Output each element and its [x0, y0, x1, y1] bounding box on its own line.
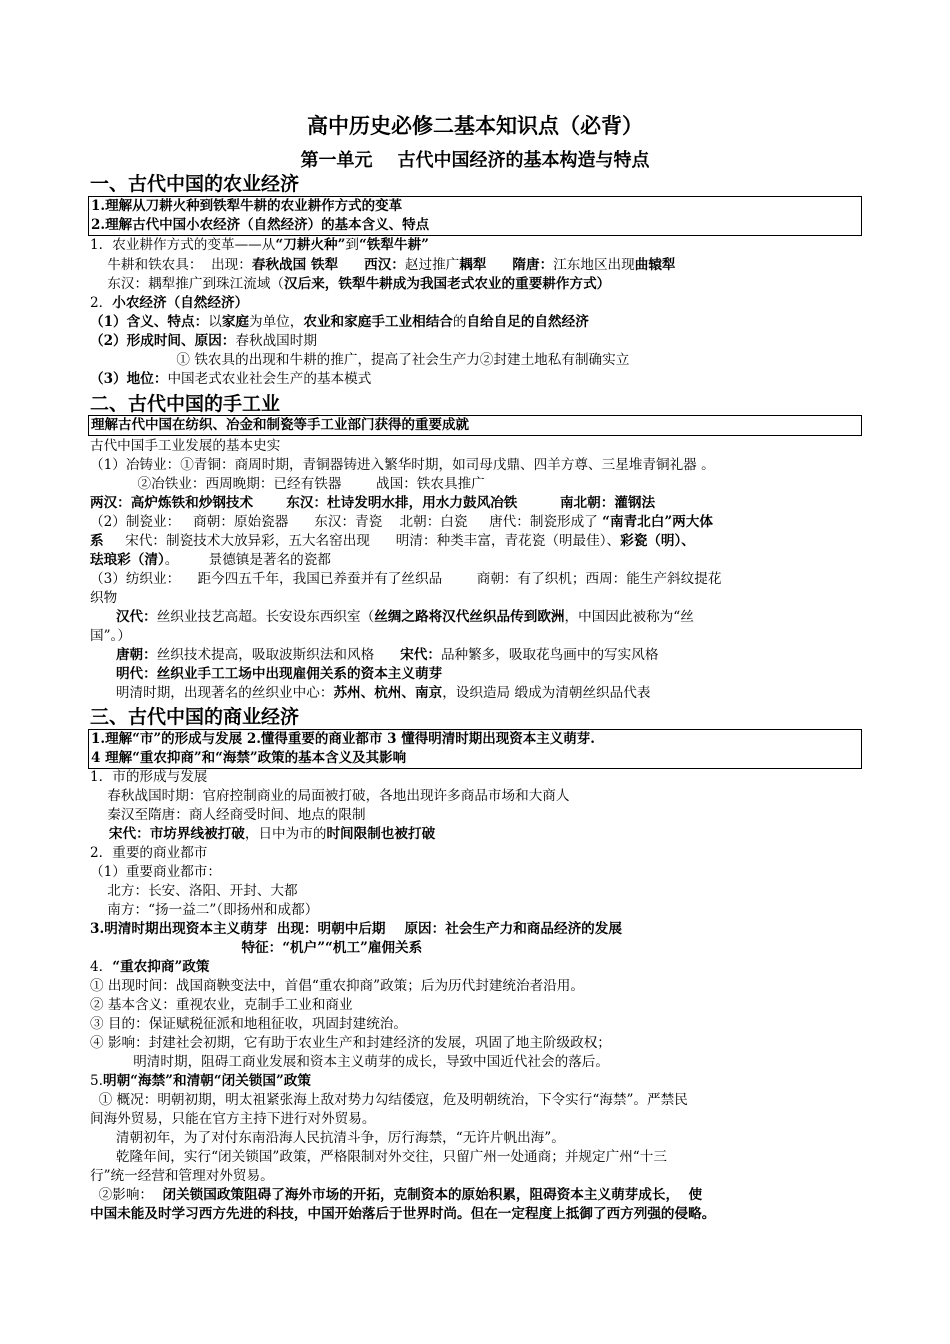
- text-line: [90, 1129, 565, 1148]
- text-line: [90, 806, 366, 825]
- text-run: ②影响：: [90, 1187, 154, 1203]
- text-run: [90, 666, 116, 682]
- text-run: 市坊界线被打破: [149, 826, 245, 842]
- text-run: 耦犁: [459, 257, 487, 273]
- text-run: 织物: [90, 590, 118, 606]
- text-run: 时间限制也被打破: [326, 826, 436, 842]
- text-line: [90, 437, 280, 456]
- text-run: 珐琅彩（清）: [90, 552, 165, 568]
- text-run: 。 景德镇是著名的瓷都: [164, 552, 331, 568]
- text-run: [486, 257, 512, 273]
- section-heading-agriculture: 一、古代中国的农业经济: [90, 173, 300, 195]
- text-run: （2）形成时间、原因：: [90, 333, 236, 349]
- text-line: [90, 256, 676, 275]
- text-run: ④ 影响：封建社会初期，它有助于农业生产和封建经济的发展，巩固了地主阶级政权；: [90, 1035, 611, 1051]
- text-run: 苏州、杭州、南京: [333, 685, 443, 701]
- text-run: 江东地区出现: [553, 257, 635, 273]
- text-run: 乾隆年间，实行“闭关锁国”政策，严格限制对外交往，只留广州一处通商；并规定广州“十三: [90, 1149, 667, 1165]
- text-line: [90, 920, 622, 939]
- text-run: 3.明清时期出现资本主义萌芽 出现：明朝中后期 原因：社会生产力和商品经济的发展: [90, 921, 622, 937]
- objective-item: 1.理解从刀耕火种到铁犁牛耕的农业耕作方式的变革: [91, 198, 403, 214]
- text-line: [90, 1015, 407, 1034]
- text-line: [90, 627, 131, 646]
- text-run: [338, 257, 364, 273]
- text-run: “铁犁牛耕”: [358, 237, 429, 253]
- text-line: [90, 332, 317, 351]
- text-run: ，日中为市的: [244, 826, 327, 842]
- text-line: [90, 456, 715, 475]
- text-run: 清朝初年，为了对付东南沿海人民抗清斗争，厉行海禁，“无许片帆出海”。: [90, 1130, 565, 1146]
- text-run: 闭关锁国政策阻碍了海外市场的开拓，克制资本的原始积累，阻碍资本主义萌芽成长， 使: [153, 1187, 703, 1203]
- text-run: 宋代：制瓷技术大放异彩，五大名窑出现 明清：种类丰富，青花瓷（明最佳）、: [103, 533, 621, 549]
- text-run: [90, 647, 116, 663]
- text-run: 以: [208, 314, 222, 330]
- text-line: [90, 1148, 667, 1167]
- text-run: 明代：丝织业手工工场中出现雇佣关系的资本主义萌芽: [115, 666, 443, 682]
- text-run: ③ 目的：保证赋税征派和地租征收，巩固封建统治。: [90, 1016, 407, 1032]
- text-run: 明清时期，阻碍工商业发展和资本主义萌芽的成长，导致中国近代社会的落后。: [90, 1054, 609, 1070]
- text-run: 明朝“海禁”和清朝“闭关锁国”政策: [102, 1073, 311, 1089]
- objectives-box-commerce: [88, 729, 862, 769]
- text-run: 特征：“机户”“机工”雇佣关系: [90, 940, 423, 956]
- text-line: [90, 646, 658, 665]
- text-run: ① 铁农具的出现和牛耕的推广，提高了社会生产力②封建土地私有制确实立: [90, 352, 630, 368]
- text-run: [90, 609, 116, 625]
- text-line: [90, 787, 569, 806]
- text-line: [90, 532, 695, 551]
- text-line: [90, 939, 422, 958]
- text-run: 宋代：: [400, 647, 441, 663]
- objectives-box-agriculture: [88, 196, 862, 236]
- text-run: （1）重要商业都市：: [90, 864, 221, 880]
- text-line: [90, 996, 353, 1015]
- objectives-box-handicraft: [88, 415, 862, 436]
- text-run: ② 基本含义：重视农业，克制手工业和商业: [90, 997, 353, 1013]
- text-run: 丝绸之路将汉代丝织品传到欧洲: [374, 609, 565, 625]
- text-line: [90, 1186, 702, 1205]
- text-run: （3）地位：: [90, 371, 168, 387]
- document-title: 高中历史必修二基本知识点（必背）: [307, 113, 643, 138]
- text-run: 到: [345, 237, 359, 253]
- text-line: [90, 275, 610, 294]
- text-line: [90, 768, 207, 787]
- text-run: （2）制瓷业： 商朝：原始瓷器 东汉：青瓷 北朝：白瓷 唐代：制瓷形成了: [90, 514, 603, 530]
- text-run: 家庭: [221, 314, 249, 330]
- text-line: [90, 1167, 274, 1186]
- text-run: ②冶铁业：西周晚期：已经有铁器 战国：铁农具推广: [90, 476, 485, 492]
- text-run: 春秋战国时期: [235, 333, 317, 349]
- text-line: [90, 608, 694, 627]
- text-run: 中国未能及时学习西方先进的科技，中国开始落后于世界时尚。但在一定程度上抵御了西方列强的侵略。: [90, 1206, 716, 1222]
- text-run: 小农经济（自然经济）: [112, 295, 249, 311]
- text-run: 汉后来，铁犁牛耕成为我国老式农业的重要耕作方式）: [284, 276, 611, 292]
- text-run: 春秋战国时期：官府控制商业的局面被打破，各地出现许多商品市场和大商人: [90, 788, 570, 804]
- text-line: [90, 589, 117, 608]
- text-line: [90, 1110, 375, 1129]
- text-line: [90, 313, 589, 332]
- text-line: [90, 1053, 609, 1072]
- text-run: 品种繁多，吸取花鸟画中的写实风格: [440, 647, 659, 663]
- text-run: 2．: [90, 295, 113, 311]
- text-run: 东汉：耦犁推广到珠江流域（: [90, 276, 285, 292]
- text-line: [90, 1205, 715, 1224]
- text-run: “南青北白”两大体: [602, 514, 713, 530]
- text-line: [90, 844, 207, 863]
- text-line: [90, 684, 650, 703]
- unit-title: 第一单元 古代中国经济的基本构造与特点: [300, 150, 650, 171]
- text-run: （1）含义、特点：: [90, 314, 209, 330]
- text-run: 中国老式农业社会生产的基本模式: [167, 371, 372, 387]
- text-run: 1．市的形成与发展: [90, 769, 208, 785]
- text-run: 5.: [90, 1073, 103, 1089]
- text-line: [90, 570, 721, 589]
- text-line: [90, 665, 442, 684]
- text-line: [90, 494, 655, 513]
- text-line: [90, 513, 713, 532]
- text-run: 牛耕和铁农具： 出现：: [90, 257, 252, 273]
- text-line: [90, 551, 331, 570]
- section-heading-handicraft: 二、古代中国的手工业: [90, 393, 281, 415]
- text-run: 唐朝：: [115, 647, 157, 663]
- text-run: （3）纺织业： 距今四五千年，我国已养蚕并有了丝织品 商朝：有了织机；西周：能生产斜纹提花: [90, 571, 722, 587]
- text-run: 丝织业技艺高超。长安设东西织室（: [156, 609, 375, 625]
- text-run: 间海外贸易，只能在官方主持下进行对外贸易。: [90, 1111, 376, 1127]
- text-line: [90, 475, 485, 494]
- text-line: [90, 1072, 311, 1091]
- text-run: 4．: [90, 959, 113, 975]
- text-run: 宋代：: [90, 826, 150, 842]
- text-run: 的: [452, 314, 467, 330]
- text-run: 行”统一经营和管理对外贸易。: [90, 1168, 274, 1184]
- text-line: [90, 825, 435, 844]
- section-heading-commerce: 三、古代中国的商业经济: [90, 706, 300, 728]
- text-run: （1）冶铸业：①青铜：商周时期，青铜器铸进入繁华时期，如司母戊鼎、四羊方尊、三星堆青铜礼器 。: [90, 457, 715, 473]
- text-line: [90, 1034, 611, 1053]
- text-run: 1．农业耕作方式的变革——从: [90, 237, 276, 253]
- text-run: 为单位，: [249, 314, 304, 330]
- text-line: [90, 351, 629, 370]
- text-line: [90, 294, 248, 313]
- text-run: 彩瓷（明）、: [620, 533, 695, 549]
- text-run: 曲辕犁: [634, 257, 676, 273]
- text-line: [90, 863, 221, 882]
- text-run: 春秋战国 铁犁: [251, 257, 339, 273]
- text-line: [90, 1091, 688, 1110]
- objective-item: 4 理解“重农抑商”和“海禁”政策的基本含义及其影响: [91, 750, 407, 766]
- text-run: 国”。）: [90, 628, 131, 644]
- text-line: [90, 901, 318, 920]
- text-run: 赵过推广: [404, 257, 460, 273]
- objective-item: 理解古代中国在纺织、冶金和制瓷等手工业部门获得的重要成就: [91, 417, 469, 433]
- text-run: ① 出现时间：战国商鞅变法中，首倡“重农抑商”政策；后为历代封建统治者沿用。: [90, 978, 584, 994]
- text-run: ① 概况：明朝初期，明太祖紧张海上敌对势力勾结倭寇，危及明朝统治，下令实行“海禁”。严禁民: [90, 1092, 688, 1108]
- text-run: “刀耕火种”: [275, 237, 346, 253]
- text-run: 两汉：高炉炼铁和炒钢技术 东汉：杜诗发明水排，用水力鼓风冶铁 南北朝：灌钢法: [90, 495, 656, 511]
- text-line: [90, 882, 298, 901]
- text-run: 明清时期，出现著名的丝织业中心：: [90, 685, 334, 701]
- objective-item: 1.理解“市”的形成与发展 2.懂得重要的商业都市 3 懂得明清时期出现资本主义萌芽.: [91, 731, 595, 747]
- text-run: 古代中国手工业发展的基本史实: [90, 438, 281, 454]
- text-line: [90, 370, 371, 389]
- text-run: 南方：“扬一益二”（即扬州和成都）: [90, 902, 319, 918]
- text-run: 汉代：: [115, 609, 157, 625]
- text-run: 隋唐：: [512, 257, 554, 273]
- text-run: 自给自足的自然经济: [466, 314, 589, 330]
- text-run: 秦汉至隋唐：商人经商受时间、地点的限制: [90, 807, 366, 823]
- text-run: 西汉：: [364, 257, 405, 273]
- text-run: 2．重要的商业都市: [90, 845, 208, 861]
- objective-item: 2.理解古代中国小农经济（自然经济）的基本含义、特点: [91, 217, 430, 233]
- text-run: ，中国因此被称为“丝: [564, 609, 694, 625]
- text-run: ，设织造局 缎成为清朝丝织品代表: [442, 685, 651, 701]
- text-line: [90, 236, 429, 255]
- text-run: 系: [90, 533, 104, 549]
- text-run: 农业和家庭手工业相结合: [303, 314, 453, 330]
- text-run: “重农抑商”政策: [112, 959, 210, 975]
- text-line: [90, 977, 584, 996]
- text-run: 北方：长安、洛阳、开封、大都: [90, 883, 298, 899]
- text-run: 丝织技术提高，吸取波斯织法和风格: [156, 647, 401, 663]
- text-line: [90, 958, 209, 977]
